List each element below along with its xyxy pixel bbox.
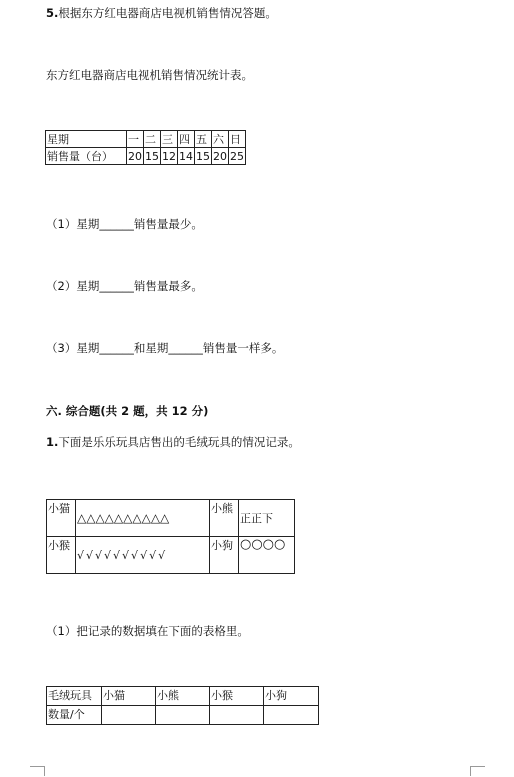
- question-number: 1.: [46, 435, 59, 449]
- question-number: 5.: [46, 6, 59, 20]
- day-cell: 一: [127, 131, 144, 148]
- record-table: [46, 499, 295, 574]
- tally-marks: [239, 537, 295, 574]
- question-text: 下面是乐乐玩具店售出的毛绒玩具的情况记录。: [58, 435, 300, 449]
- fill-in-table: [46, 686, 319, 725]
- value-cell: 25: [230, 149, 244, 163]
- answer-cell[interactable]: [156, 706, 210, 725]
- day-cell: 三: [161, 131, 178, 148]
- animal-header: 小狗: [264, 687, 319, 706]
- row-label: 小猴: [47, 537, 76, 574]
- row-label: 销售量（台）: [46, 148, 127, 165]
- table-row: [47, 706, 319, 725]
- sales-table: [45, 130, 246, 165]
- row-label: 小狗: [210, 537, 239, 574]
- value-cell: 15: [196, 149, 210, 163]
- day-cell: 日: [229, 131, 246, 148]
- table-row: [46, 148, 246, 165]
- row-label: 小熊: [210, 500, 239, 537]
- row-label: 小猫: [47, 500, 76, 537]
- sub-question-3: （3）星期______和星期______销售量一样多。: [46, 341, 284, 355]
- sub-question-2: （2）星期______销售量最多。: [46, 279, 203, 293]
- table-row: [46, 131, 246, 148]
- answer-cell[interactable]: [102, 706, 156, 725]
- sub-question-1: （1）把记录的数据填在下面的表格里。: [46, 624, 249, 638]
- zheng-marks: 正正下: [240, 512, 273, 525]
- tally-marks: [76, 500, 210, 537]
- value-cell: 12: [162, 149, 176, 163]
- day-cell: 六: [212, 131, 229, 148]
- page-corner-mark: [30, 766, 45, 776]
- table-row: [47, 537, 295, 574]
- sub-question-1: （1）星期______销售量最少。: [46, 217, 203, 231]
- value-cell: 20: [213, 149, 227, 163]
- section-heading: 六. 综合题(共 2 题，共 12 分): [46, 404, 209, 418]
- animal-header: 小猫: [102, 687, 156, 706]
- page-corner-mark: [470, 766, 485, 776]
- day-cell: 二: [144, 131, 161, 148]
- row-label: 数量/个: [47, 706, 102, 725]
- table-title: 东方红电器商店电视机销售情况统计表。: [46, 68, 253, 82]
- value-cell: 14: [179, 149, 193, 163]
- check-marks: √√√√√√√√√√: [77, 548, 168, 562]
- row-label: 毛绒玩具: [47, 687, 102, 706]
- question-1-heading: [46, 434, 300, 450]
- question-text: 根据东方红电器商店电视机销售情况答题。: [58, 6, 277, 20]
- value-cell: 20: [128, 149, 142, 163]
- triangle-marks: △△△△△△△△△△: [77, 511, 170, 525]
- day-cell: 五: [195, 131, 212, 148]
- animal-header: 小猴: [210, 687, 264, 706]
- value-cell: 15: [145, 149, 159, 163]
- row-label: 星期: [46, 131, 127, 148]
- table-row: [47, 500, 295, 537]
- day-cell: 四: [178, 131, 195, 148]
- circle-marks: ○○○○: [240, 537, 286, 552]
- answer-cell[interactable]: [264, 706, 319, 725]
- table-row: [47, 687, 319, 706]
- answer-cell[interactable]: [210, 706, 264, 725]
- tally-marks: [239, 500, 295, 537]
- tally-marks: [76, 537, 210, 574]
- animal-header: 小熊: [156, 687, 210, 706]
- question-5-heading: [46, 5, 277, 21]
